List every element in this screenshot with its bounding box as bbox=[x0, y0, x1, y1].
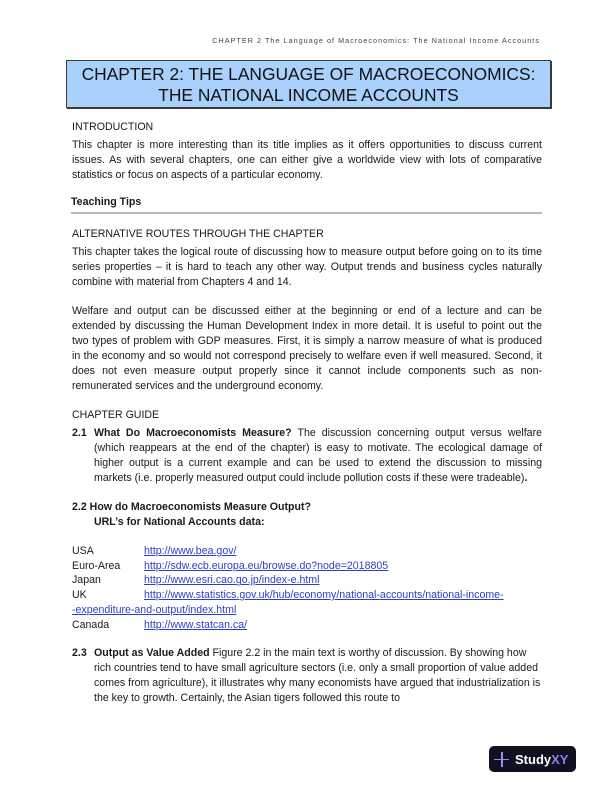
national-accounts-url-list bbox=[72, 544, 542, 632]
section-2-1-title: What Do Macroeconomists Measure? bbox=[94, 427, 292, 439]
introduction-heading: INTRODUCTION bbox=[72, 121, 154, 133]
canada-link[interactable]: http://www.statcan.ca/ bbox=[144, 618, 248, 631]
alternative-routes-paragraph-1: This chapter takes the logical route of discussing how to measure output before going on to its time series properties – it is hard to teach any other way. Output trends and business cycles naturally combine with material from Chapters 4 and 14. bbox=[72, 246, 542, 288]
chapter-title-box bbox=[66, 60, 551, 108]
section-2-1-number: 2.1 bbox=[72, 427, 87, 439]
alternative-routes-heading: ALTERNATIVE ROUTES THROUGH THE CHAPTER bbox=[72, 228, 324, 240]
country-label: Canada bbox=[72, 618, 110, 631]
section-2-1 bbox=[72, 426, 542, 486]
country-label: USA bbox=[72, 545, 94, 557]
teaching-tips-heading: Teaching Tips bbox=[71, 195, 542, 214]
country-label: UK bbox=[72, 589, 87, 602]
euro-area-link[interactable]: http://sdw.ecb.europa.eu/browse.do?node=2018805 bbox=[144, 559, 389, 572]
running-header: CHAPTER 2 The Language of Macroeconomics: The National Income Accounts bbox=[212, 36, 540, 45]
section-2-3-title: Output as Value Added bbox=[94, 647, 210, 660]
uk-link-continued[interactable]: -expenditure-and-output/index.html bbox=[72, 603, 237, 616]
section-2-1-end: . bbox=[524, 472, 528, 484]
alternative-routes-paragraph-2: Welfare and output can be discussed either at the beginning or end of a lecture and can be extended by discussing the Human Development Index in more detail. It is useful to point out the two types of problem with GDP measures. First, it is simply a narrow measure of what is produced in the economy and so would not correspond precisely to welfare even if well measured. Second, it does not even measure output properly since it cannot include components such as non-remunerated services and the underground economy. bbox=[72, 305, 542, 392]
japan-link[interactable]: http://www.esri.cao.go.jp/index-e.html bbox=[144, 574, 320, 587]
section-2-1-text: The discussion concerning output versus welfare (which reappears at the end of the chapter) is easy to motivate. The ecological damage of higher output is a current example and can be used to extend the discussion to missing markets (i.e. properly measured output could include pollution costs if these were tradeable) bbox=[94, 427, 542, 484]
uk-link[interactable]: http://www.statistics.gov.uk/hub/economy/national-accounts/national-income- bbox=[144, 589, 504, 602]
url-row-euro-area bbox=[72, 559, 542, 574]
section-2-2-title: 2.2 How do Macroeconomists Measure Output? bbox=[72, 501, 311, 513]
chapter-title-line-2: THE NATIONAL INCOME ACCOUNTS bbox=[158, 85, 459, 105]
section-2-2-subtitle: URL’s for National Accounts data: bbox=[94, 516, 265, 528]
studyxy-badge[interactable] bbox=[489, 746, 576, 772]
brand-accent: XY bbox=[551, 751, 569, 767]
country-label: Japan bbox=[72, 574, 101, 587]
url-row-uk bbox=[72, 588, 542, 603]
plus-icon bbox=[494, 752, 509, 767]
url-row-usa bbox=[72, 544, 542, 559]
url-row-uk-continued bbox=[72, 603, 542, 618]
section-2-3-text: Figure 2.2 in the main text is worthy of discussion. By showing how rich countries tend to have small agriculture sectors (i.e. only a small proportion of value added comes from agriculture), it illustrates why many economists have argued that industrialization is the key to growth. Certainly, the Asian tigers followed this route to bbox=[94, 647, 541, 705]
chapter-guide-heading: CHAPTER GUIDE bbox=[72, 409, 160, 421]
section-2-3 bbox=[72, 646, 542, 706]
section-2-3-body bbox=[94, 646, 542, 706]
document-body bbox=[72, 120, 542, 706]
url-row-japan bbox=[72, 573, 542, 588]
usa-link[interactable]: http://www.bea.gov/ bbox=[144, 545, 237, 557]
country-label: Euro-Area bbox=[72, 559, 121, 572]
chapter-title-line-1: CHAPTER 2: THE LANGUAGE OF MACROECONOMICS: bbox=[81, 64, 536, 84]
brand-main: Study bbox=[515, 751, 552, 767]
section-2-1-body bbox=[94, 426, 542, 486]
url-row-canada bbox=[72, 618, 542, 633]
section-2-3-number: 2.3 bbox=[72, 647, 87, 660]
introduction-text: This chapter is more interesting than its title implies as it offers opportunities to discuss current issues. As with several chapters, one can either give a worldwide view with lots of comparative statistics or focus on aspects of a particular economy. bbox=[72, 139, 542, 181]
